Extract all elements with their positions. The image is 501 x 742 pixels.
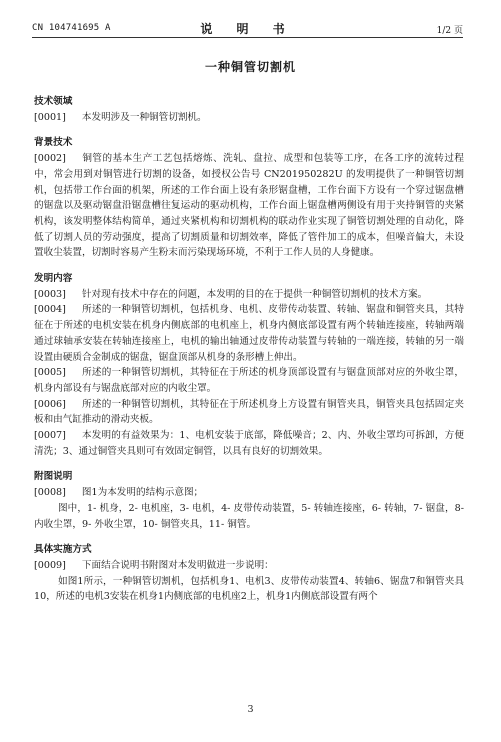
paragraph-number: [0004] xyxy=(34,304,66,316)
embodiment-text: 如图1所示，一种铜管切割机，包括机身1、电机3、皮带传动装置4、转轴6、锯盘7和铜管夹具10，所述的电机3安装在机身1内侧底部的电机座2上，机身1内侧底部设置有两个 xyxy=(34,575,464,603)
section-heading-embodiment: 具体实施方式 xyxy=(34,544,92,556)
paragraph-0003 xyxy=(34,287,464,303)
section-heading-background: 背景技术 xyxy=(34,137,73,149)
paragraph-text: 所述的一种铜管切割机，其特征在于所述机身上方设置有铜管夹具，铜管夹具包括固定夹板和由气缸推动的滑动夹板。 xyxy=(34,398,464,426)
paragraph-number: [0009] xyxy=(34,559,66,571)
paragraph-text: 下面结合说明书附图对本发明做进一步说明： xyxy=(81,559,274,571)
paragraph-text: 所述的一种铜管切割机，包括机身、电机、皮带传动装置、转轴、锯盘和铜管夹具，其特征在于所述的电机安装在机身内侧底部的电机座上，机身内侧底部设置有两个转轴连接座，转轴两端通过球轴承安装在转轴连接座上，电机的输出轴通过皮带传动装置与转轴的一端连接，转轴的另一端设置由硬质合金制成的锯盘，锯盘顶部从机身的条形槽上伸出。 xyxy=(34,304,464,363)
document-title: 一种铜管切割机 xyxy=(204,60,296,74)
paragraph-text: 针对现有技术中存在的问题，本发明的目的在于提供一种铜管切割机的技术方案。 xyxy=(81,288,428,300)
page-indicator: 1/2 页 xyxy=(436,26,463,36)
paragraph-0008 xyxy=(34,485,464,501)
paragraph-number: [0003] xyxy=(34,288,66,300)
paragraph-number: [0008] xyxy=(34,487,66,499)
paragraph-0005 xyxy=(34,365,464,396)
section-heading-tech-field: 技术领域 xyxy=(34,96,73,107)
paragraph-text: 本发明涉及一种铜管切割机。 xyxy=(81,111,207,123)
paragraph-0007 xyxy=(34,428,464,459)
paragraph-number: [0002] xyxy=(34,153,66,165)
header-rule xyxy=(32,37,463,38)
paragraph-0009 xyxy=(34,558,464,574)
section-heading-content: 发明内容 xyxy=(34,273,73,285)
paragraph-number: [0001] xyxy=(34,111,66,123)
paragraph-0001 xyxy=(34,110,464,126)
page-number: 3 xyxy=(247,704,254,715)
page-header xyxy=(32,20,463,38)
paragraph-0004 xyxy=(34,302,464,365)
publication-number: CN 104741695 A xyxy=(32,23,111,33)
paragraph-0006 xyxy=(34,397,464,428)
paragraph-text: 所述的一种铜管切割机，其特征在于所述的机身顶部设置有与锯盘顶部对应的外收尘罩，机身内部设有与锯盘底部对应的内收尘罩。 xyxy=(34,367,464,394)
paragraph-text: 铜管的基本生产工艺包括熔炼、洗轧、盘拉、成型和包装等工序，在各工序的流转过程中，常会用到对铜管进行切割的设备，如授权公告号 CN201950282U 的发明提供了一种铜管切割机，包括带工作台面的机架，所述的工作台面上设有条形锯盘槽，工作台面下方设有一个穿过锯盘槽的锯盘以及驱动锯盘沿锯盘槽往复运动的驱动机构，工作台面上锯盘槽两侧设有用于夹持铜管的夹紧机构，该发明整体结构简单，通过夹紧机构和切割机构的联动作业实现了铜管切割处理的自动化，降低了切割人员的劳动强度，提高了切割质量和切割效率，降低了管件加工的成本，但噪音偏大，未设置收尘装置，切割时容易产生粉末而污染现场环境，不利于工作人员的人身健康。 xyxy=(34,153,464,259)
section-heading-drawings: 附图说明 xyxy=(34,471,73,483)
paragraph-text: 图1为本发明的结构示意图； xyxy=(81,487,204,499)
paragraph-number: [0006] xyxy=(34,398,66,410)
paragraph-text: 本发明的有益效果为：1、电机安装于底部，降低噪音；2、内、外收尘罩均可拆卸，方便清洗；3、通过铜管夹具则可有效固定铜管，以具有良好的切割效果。 xyxy=(34,430,464,457)
paragraph-number: [0005] xyxy=(34,367,66,379)
paragraph-0002 xyxy=(34,151,464,261)
document-body xyxy=(34,94,464,605)
document-type: 说 明 书 xyxy=(200,22,295,36)
paragraph-number: [0007] xyxy=(34,430,66,442)
figure-legend: 图中，1- 机身，2- 电机座，3- 电机，4- 皮带传动装置，5- 转轴连接座，6- 转轴，7- 锯盘，8- 内收尘罩，9- 外收尘罩，10- 铜管夹具，11- 铜管。 xyxy=(34,502,464,530)
